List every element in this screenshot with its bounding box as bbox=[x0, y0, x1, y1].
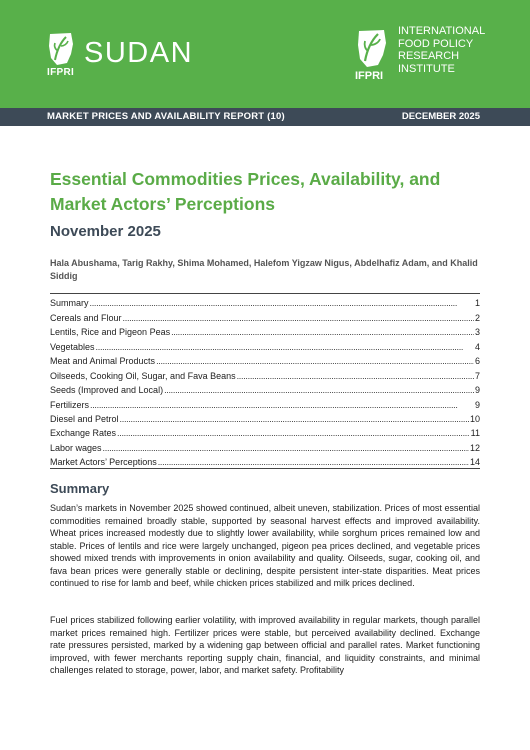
toc-label: Summary bbox=[50, 298, 89, 309]
toc-entry[interactable] bbox=[50, 367, 480, 381]
document-title: Essential Commodities Prices, Availability, and Market Actors’ Perceptions bbox=[50, 169, 441, 214]
institute-name bbox=[398, 25, 485, 75]
toc-page: 6 bbox=[474, 356, 480, 367]
institute-line: FOOD POLICY bbox=[398, 37, 474, 50]
institute-line: INTERNATIONAL bbox=[398, 25, 486, 37]
toc-label: Fertilizers bbox=[50, 399, 90, 410]
toc-leader bbox=[156, 355, 474, 367]
institute-line: RESEARCH bbox=[398, 50, 460, 63]
toc-label: Lentils, Rice and Pigeon Peas bbox=[50, 327, 171, 338]
report-series-title: MARKET PRICES AND AVAILABILITY REPORT (10) bbox=[47, 111, 285, 122]
ifpri-logo-icon bbox=[355, 28, 389, 68]
document-subtitle: November 2025 bbox=[50, 223, 161, 240]
toc-leader bbox=[164, 384, 474, 396]
toc-leader bbox=[237, 370, 474, 382]
toc-leader bbox=[171, 326, 474, 338]
toc-entry[interactable] bbox=[50, 454, 480, 468]
summary-heading: Summary bbox=[50, 481, 110, 496]
toc-entry[interactable] bbox=[50, 324, 480, 338]
toc-entry[interactable] bbox=[50, 353, 480, 367]
toc-page: 7 bbox=[474, 370, 480, 381]
toc-label: Diesel and Petrol bbox=[50, 413, 119, 424]
toc-leader bbox=[90, 399, 474, 411]
toc-entry[interactable] bbox=[50, 425, 480, 439]
toc-label: Labor wages bbox=[50, 442, 102, 453]
country-name: SUDAN bbox=[84, 37, 194, 69]
toc-entry[interactable] bbox=[50, 396, 480, 410]
summary-paragraph: Fuel prices stabilized following earlier volatility, with improved availability in regular markets, though parallel market prices remained high. Fertilizer prices were stable, but perceived availability declined. Exchange rate pressures persisted, marked by a widening gap between official and parallel rates. Market functioning improved, with fewer merchants reporting supply chain, financial, and liquidity constraints, and minimal challenges related to storage, power, labor, and market safety. Profitability bbox=[50, 615, 480, 675]
summary-paragraph: Sudan’s markets in November 2025 showed continued, albeit uneven, stabilization. Prices of most essential commodities remained broadly stable, supported by seasonal harvest effects and improved availability. Wheat prices increased modestly due to slightly lower availability, while sorghum prices remained low and stable. Prices of lentils and rice were largely unchanged, pigeon pea prices declined, and vegetable prices showed mixed trends with improvements in onion availability and quality. Oilseeds, sugar, cooking oil, and fava bean prices were generally stable or declining, despite persistent inter-state disparities. Meat prices continued to rise for lamb and beef, while chicken prices stabilized and milk prices declined. bbox=[50, 503, 480, 588]
toc-label: Oilseeds, Cooking Oil, Sugar, and Fava Beans bbox=[50, 370, 236, 381]
toc-leader bbox=[96, 341, 474, 353]
toc-entry[interactable] bbox=[50, 439, 480, 453]
toc-label: Seeds (Improved and Local) bbox=[50, 385, 164, 396]
institute-line: INSTITUTE bbox=[398, 62, 455, 75]
toc-entry[interactable] bbox=[50, 338, 480, 352]
toc-leader bbox=[120, 413, 469, 425]
table-of-contents bbox=[50, 293, 480, 469]
toc-page: 4 bbox=[474, 341, 480, 352]
toc-entry[interactable] bbox=[50, 309, 480, 323]
ifpri-wordmark-left: IFPRI bbox=[47, 67, 75, 78]
toc-leader bbox=[90, 297, 474, 309]
toc-leader bbox=[123, 312, 474, 324]
toc-entry[interactable] bbox=[50, 411, 480, 425]
authors: Hala Abushama, Tarig Rakhy, Shima Mohamed, Halefom Yigzaw Nigus, Abdelhafiz Adam, and Khalid Siddig bbox=[50, 258, 478, 281]
toc-label: Vegetables bbox=[50, 341, 95, 352]
toc-leader bbox=[158, 456, 469, 468]
toc-page: 14 bbox=[469, 457, 480, 468]
ifpri-wordmark-right: IFPRI bbox=[355, 70, 384, 82]
toc-label: Exchange Rates bbox=[50, 428, 117, 439]
toc-page: 2 bbox=[474, 312, 480, 323]
toc-label: Meat and Animal Products bbox=[50, 356, 156, 367]
toc-page: 12 bbox=[469, 442, 480, 453]
toc-page: 1 bbox=[474, 298, 480, 309]
toc-page: 11 bbox=[470, 428, 480, 439]
toc-entry[interactable] bbox=[50, 295, 480, 309]
toc-label: Cereals and Flour bbox=[50, 312, 122, 323]
toc-entry[interactable] bbox=[50, 382, 480, 396]
toc-page: 10 bbox=[469, 413, 480, 424]
toc-page: 9 bbox=[474, 385, 480, 396]
toc-label: Market Actors’ Perceptions bbox=[50, 457, 157, 468]
toc-page: 9 bbox=[474, 399, 480, 410]
report-date: DECEMBER 2025 bbox=[401, 111, 480, 122]
toc-leader bbox=[103, 442, 469, 454]
sudan-map-logo-icon bbox=[47, 32, 75, 66]
toc-leader bbox=[117, 427, 470, 439]
toc-page: 3 bbox=[474, 327, 480, 338]
